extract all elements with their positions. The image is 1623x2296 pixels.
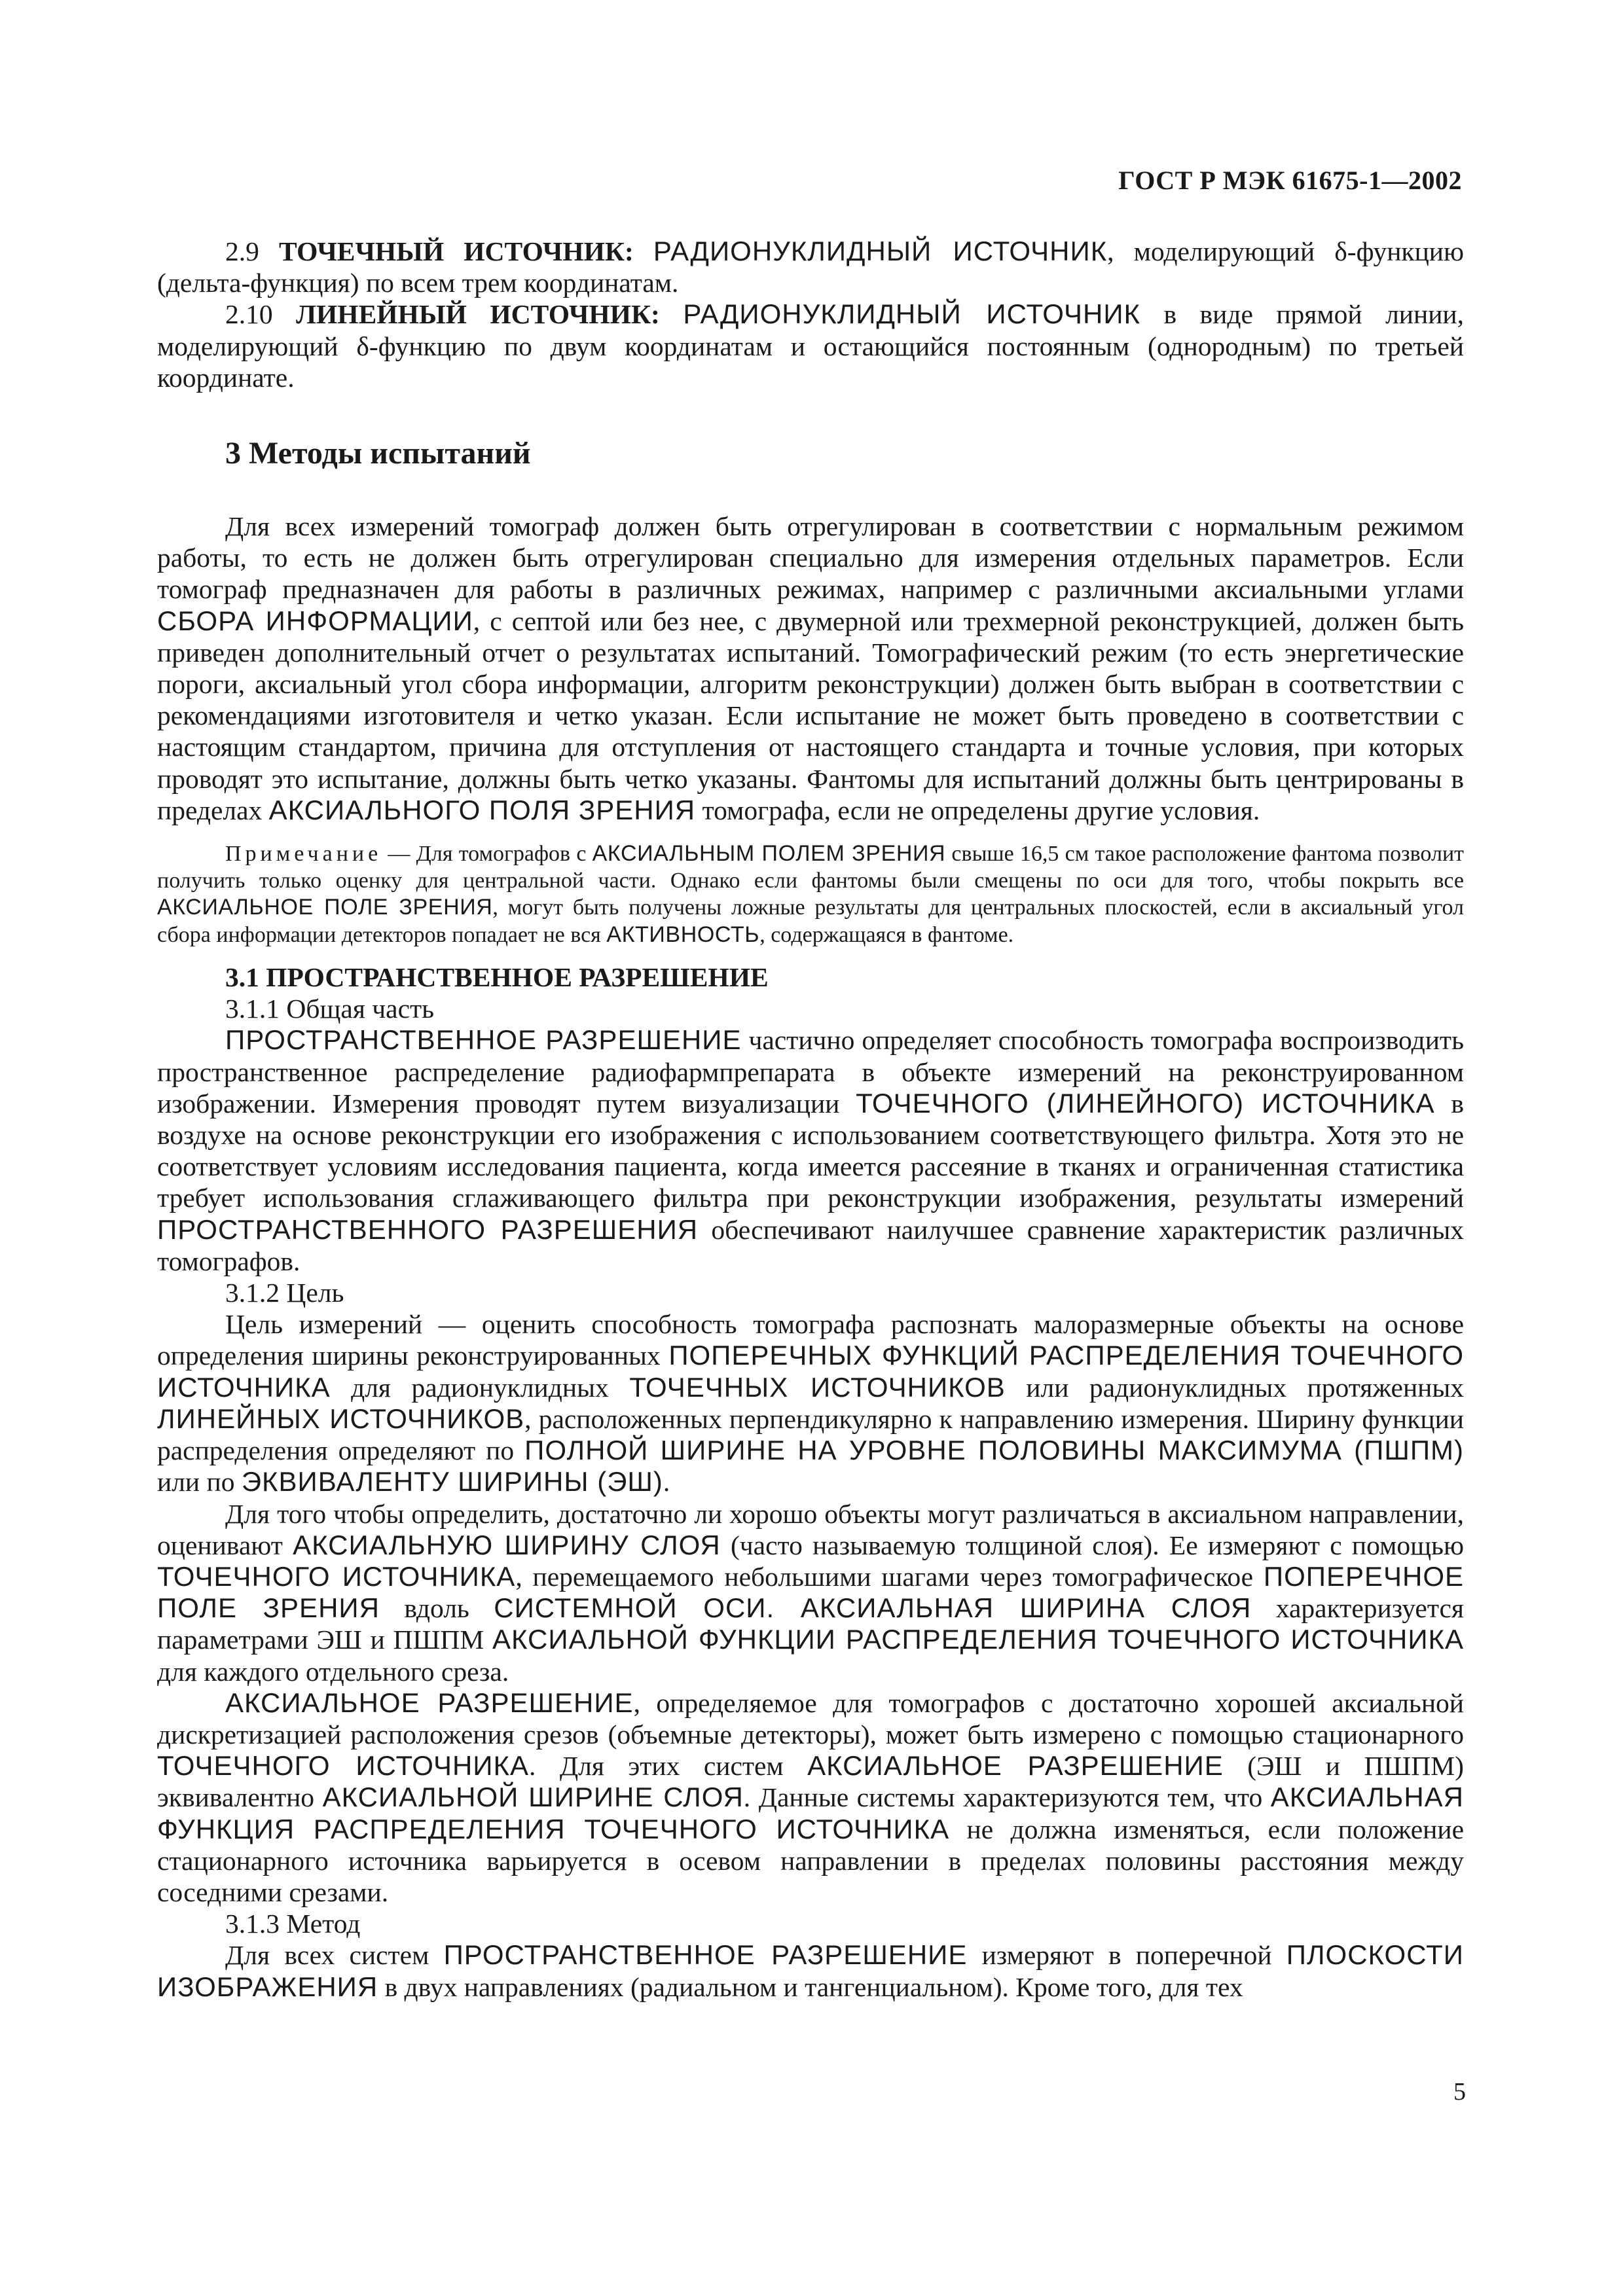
standard-header: ГОСТ Р МЭК 61675-1—2002: [1118, 166, 1462, 195]
note-paragraph: Примечание — Для томографов с АКСИАЛЬНЫМ ПОЛЕМ ЗРЕНИЯ свыше 16,5 см такое расположение фантома позволит получить только оценку для центральной части. Однако если фантомы были смещены по оси для того, чтобы покрыть все АКСИАЛЬНОЕ ПОЛЕ ЗРЕНИЯ, могут быть получены ложные результаты для центральных плоскостей, если в аксиальный угол сбора информации детекторов попадает не вся АКТИВНОСТЬ, содержащаяся в фантоме.: [157, 841, 1464, 947]
section-3-paragraph: Для всех измерений томограф должен быть отрегулирован в соответствии с нормальным режимом работы, то есть не должен быть отрегулирован специально для измерения отдельных параметров. Если томограф предназначен для работы в различных режимах, например с различными аксиальными углами СБОРА ИНФОРМАЦИИ, с септой или без нее, с двумерной или трехмерной реконструкцией, должен быть приведен дополнительный отчет о результатах испытаний. Томографический режим (то есть энергетические пороги, аксиальный угол сбора информации, алгоритм реконструкции) должен быть выбран в соответствии с рекомендациями изготовителя и четко указан. Если испытание не может быть проведено в соответствии с настоящим стандартом, причина для отступления от настоящего стандарта и точные условия, при которых проводят это испытание, должны быть четко указаны. Фантомы для испытаний должны быть центрированы в пределах АКСИАЛЬНОГО ПОЛЯ ЗРЕНИЯ томографа, если не определены другие условия.: [157, 511, 1464, 825]
section-3-1-1-title: 3.1.1 Общая часть: [225, 994, 435, 1024]
section-3-1-3-title: 3.1.3 Метод: [225, 1909, 361, 1939]
paragraph-goal: Цель измерений — оценить способность томографа распознать малоразмерные объекты на основе определения ширины реконструированных ПОПЕРЕЧНЫХ ФУНКЦИЙ РАСПРЕДЕЛЕНИЯ ТОЧЕЧНОГО ИСТОЧНИКА для радионуклидных ТОЧЕЧНЫХ ИСТОЧНИКОВ или радионуклидных протяженных ЛИНЕЙНЫХ ИСТОЧНИКОВ, расположенных перпендикулярно к направлению измерения. Ширину функции распределения определяют по ПОЛНОЙ ШИРИНЕ НА УРОВНЕ ПОЛОВИНЫ МАКСИМУМА (ПШПМ) или по ЭКВИВАЛЕНТУ ШИРИНЫ (ЭШ).: [157, 1309, 1464, 1498]
paragraph-axial-width: Для того чтобы определить, достаточно ли хорошо объекты могут различаться в аксиальном направлении, оценивают АКСИАЛЬНУЮ ШИРИНУ СЛОЯ (часто называемую толщиной слоя). Ее измеряют с помощью ТОЧЕЧНОГО ИСТОЧНИКА, перемещаемого небольшими шагами через томографическое ПОПЕРЕЧНОЕ ПОЛЕ ЗРЕНИЯ вдоль СИСТЕМНОЙ ОСИ. АКСИАЛЬНАЯ ШИРИНА СЛОЯ характеризуется параметрами ЭШ и ПШПМ АКСИАЛЬНОЙ ФУНКЦИИ РАСПРЕДЕЛЕНИЯ ТОЧЕЧНОГО ИСТОЧНИКА для каждого отдельного среза.: [157, 1498, 1464, 1687]
definition-2-10: 2.10 ЛИНЕЙНЫЙ ИСТОЧНИК: РАДИОНУКЛИДНЫЙ ИСТОЧНИК в виде прямой линии, моделирующий δ-функцию по двум координатам и остающийся постоянным (однородным) по третьей координате.: [157, 298, 1465, 393]
section-3-title: 3 Методы испытаний: [225, 436, 531, 471]
paragraph-method: Для всех систем ПРОСТРАНСТВЕННОЕ РАЗРЕШЕНИЕ измеряют в поперечной ПЛОСКОСТИ ИЗОБРАЖЕНИЯ в двух направлениях (радиальном и тангенциальном). Кроме того, для тех: [157, 1939, 1464, 2002]
paragraph-general: ПРОСТРАНСТВЕННОЕ РАЗРЕШЕНИЕ частично определяет способность томографа воспроизводить пространственное распределение радиофармпрепарата в объекте измерений на реконструированном изображении. Измерения проводят путем визуализации ТОЧЕЧНОГО (ЛИНЕЙНОГО) ИСТОЧНИКА в воздухе на основе реконструкции его изображения с использованием соответствующего фильтра. Хотя это не соответствует условиям исследования пациента, когда имеется рассеяние в тканях и ограниченная статистика требует использования сглаживающего фильтра при реконструкции изображения, результаты измерений ПРОСТРАНСТВЕННОГО РАЗРЕШЕНИЯ обеспечивают наилучшее сравнение характеристик различных томографов.: [157, 1024, 1464, 1276]
definition-2-9: 2.9 ТОЧЕЧНЫЙ ИСТОЧНИК: РАДИОНУКЛИДНЫЙ ИСТОЧНИК, моделирующий δ-функцию (дельта-функция) по всем трем координатам.: [157, 236, 1465, 298]
paragraph-axial-resolution: АКСИАЛЬНОЕ РАЗРЕШЕНИЕ, определяемое для томографов с достаточно хорошей аксиальной дискретизацией расположения срезов (объемные детекторы), может быть измерено с помощью стационарного ТОЧЕЧНОГО ИСТОЧНИКА. Для этих систем АКСИАЛЬНОЕ РАЗРЕШЕНИЕ (ЭШ и ПШПМ) эквивалентно АКСИАЛЬНОЙ ШИРИНЕ СЛОЯ. Данные системы характеризуются тем, что АКСИАЛЬНАЯ ФУНКЦИЯ РАСПРЕДЕЛЕНИЯ ТОЧЕЧНОГО ИСТОЧНИКА не должна изменяться, если положение стационарного источника варьируется в осевом направлении в пределах половины расстояния между соседними срезами.: [157, 1687, 1465, 1907]
document-body: [157, 236, 1464, 2003]
section-3-1-2-title: 3.1.2 Цель: [225, 1278, 344, 1308]
section-3-1-title: 3.1 ПРОСТРАНСТВЕННОЕ РАЗРЕШЕНИЕ: [225, 962, 769, 993]
page-number: 5: [1453, 2078, 1466, 2106]
